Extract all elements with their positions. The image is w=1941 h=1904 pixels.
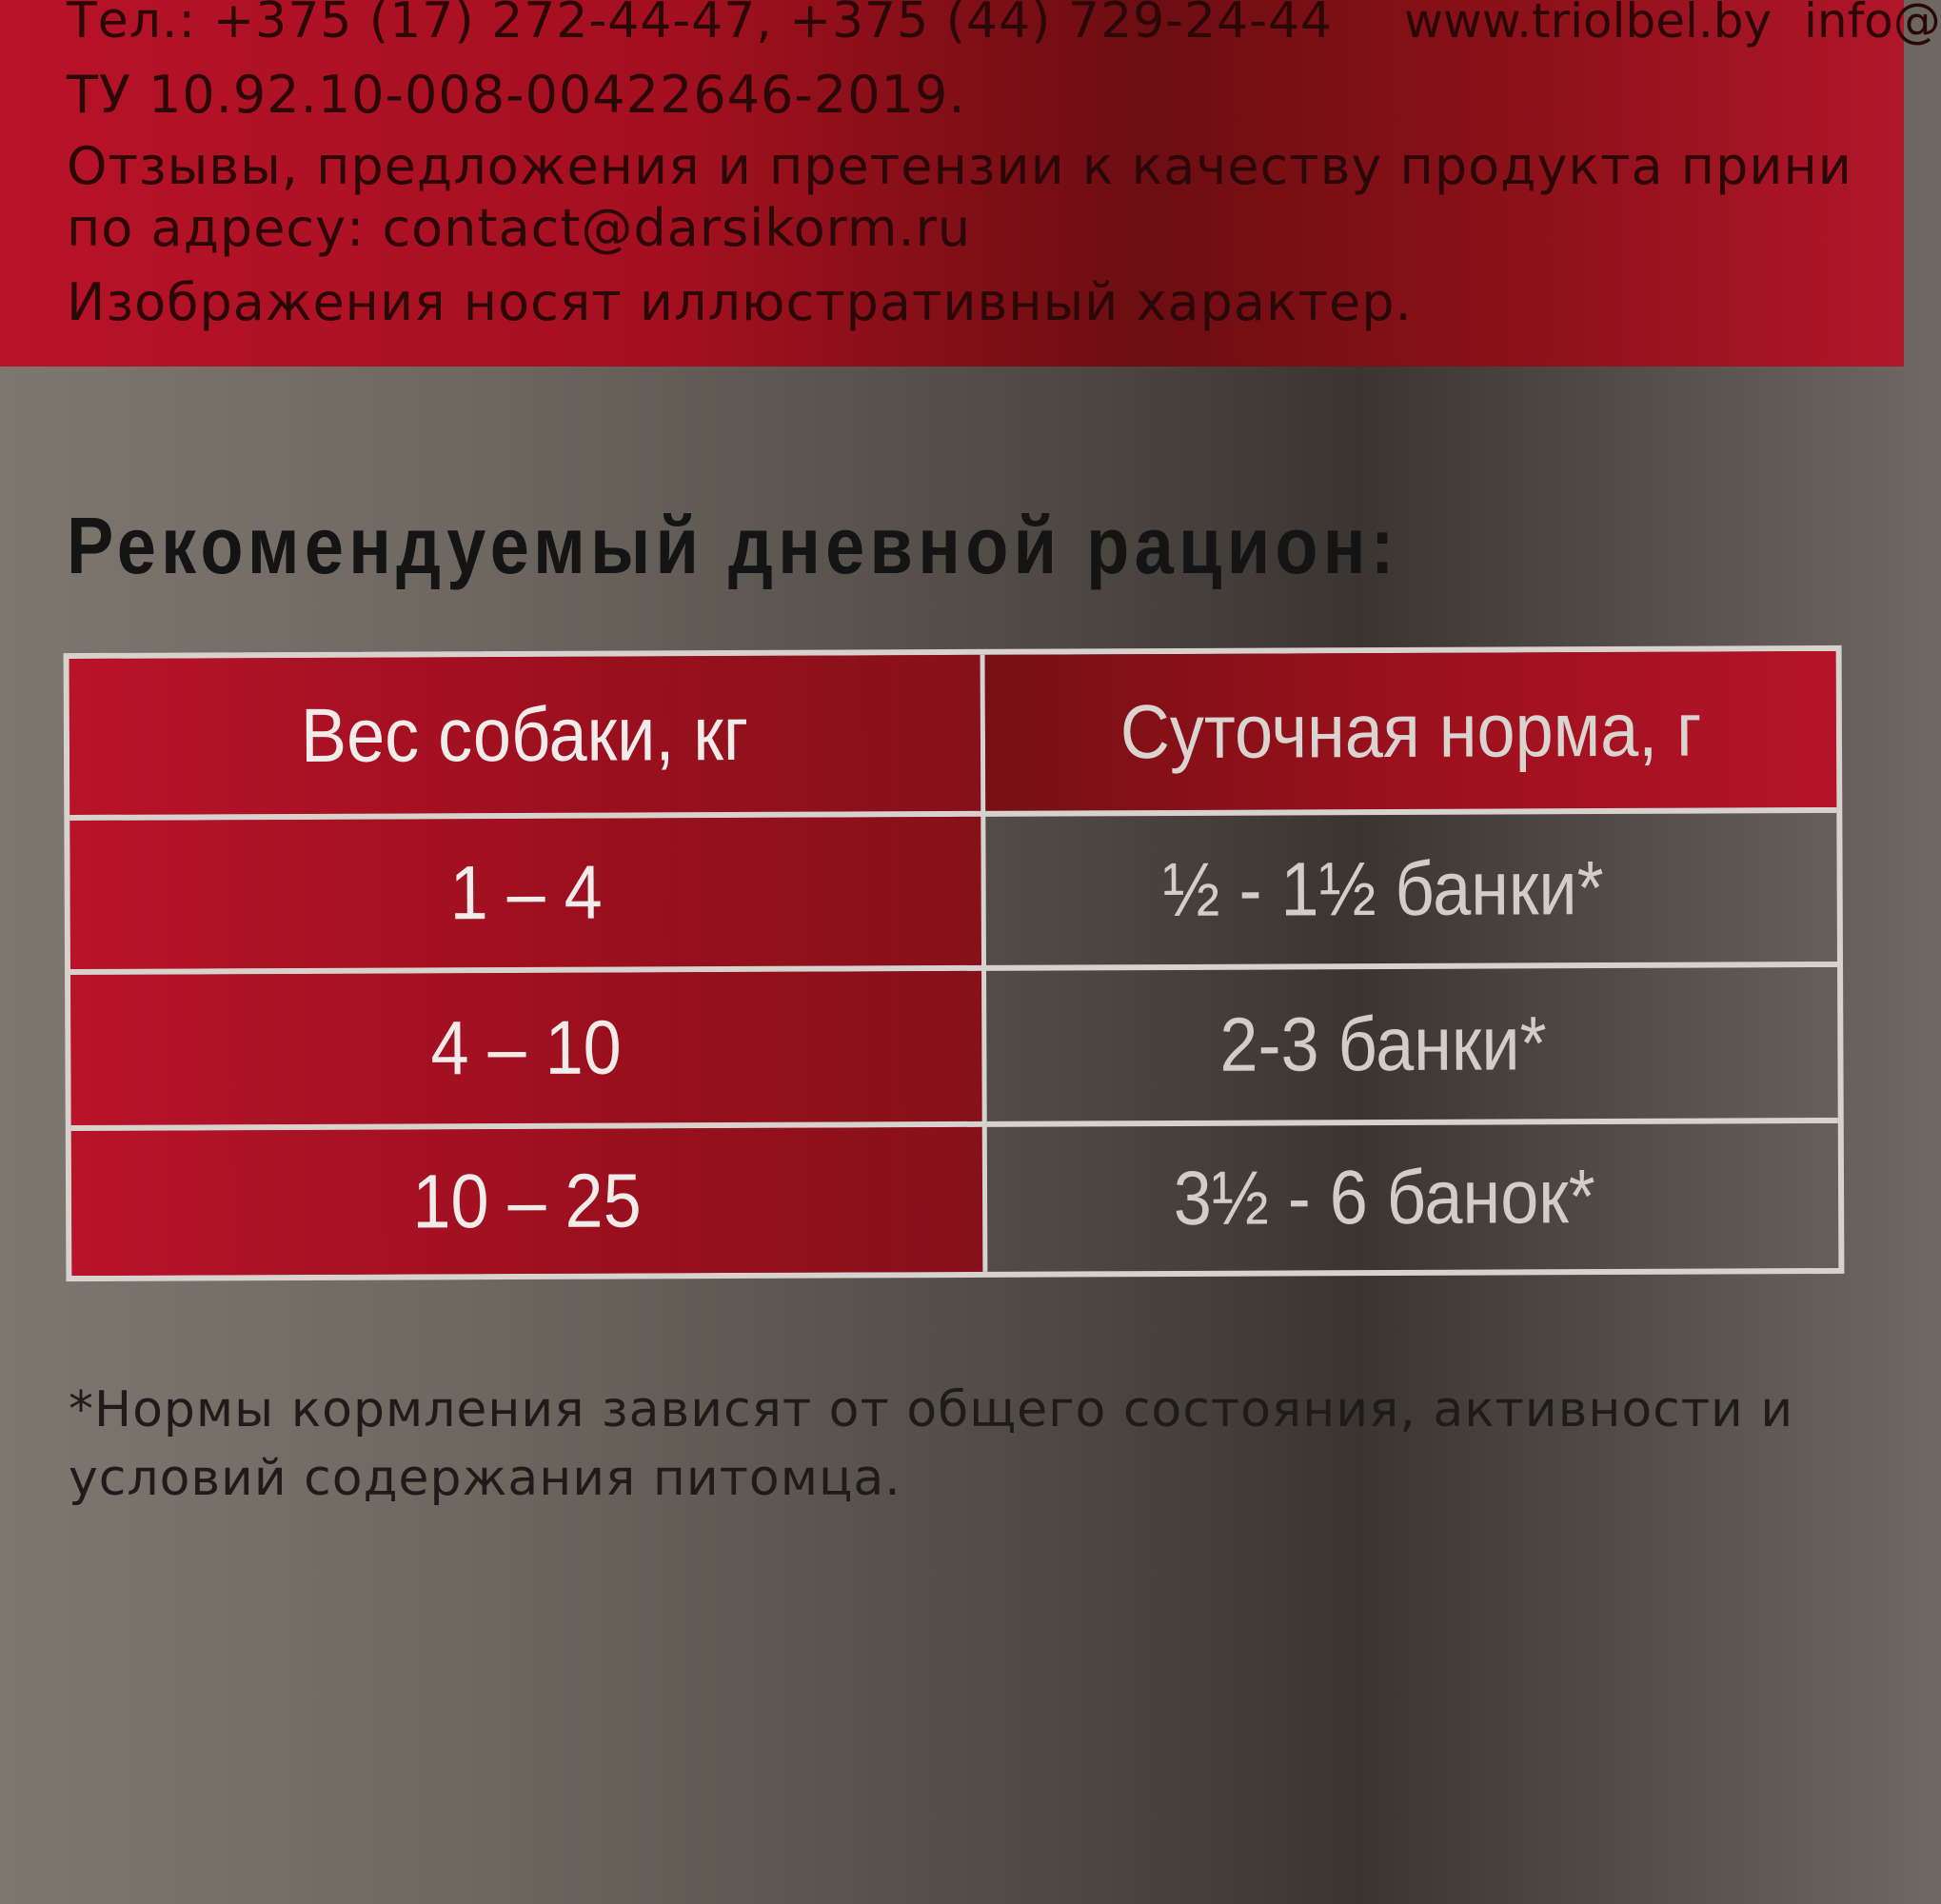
feedback-text: Отзывы, предложения и претензии к качеству продукта прини	[67, 136, 1852, 196]
table-cell-weight	[69, 817, 986, 975]
norm-value: 3½ - 6 банок*	[1173, 1154, 1595, 1240]
illustration-disclaimer: Изображения носят иллюстративный характер.	[67, 272, 1413, 332]
table-cell-norm	[986, 967, 1838, 1127]
table-header-daily-norm	[985, 651, 1837, 817]
feedback-address: по адресу: contact@darsikorm.ru	[67, 198, 972, 258]
weight-value: 1 – 4	[448, 849, 603, 936]
contact-phones: Тел.: +375 (17) 272-44-47, +375 (44) 729-24-44	[67, 0, 1334, 50]
norm-value: ½ - 1½ банки*	[1161, 845, 1604, 933]
website-url: www.triolbel.by	[1404, 0, 1773, 49]
weight-value: 4 – 10	[430, 1004, 623, 1091]
norm-value: 2-3 банки*	[1219, 1001, 1548, 1087]
table-cell-norm	[987, 1123, 1839, 1272]
tu-standard: ТУ 10.92.10-008-00422646-2019.	[67, 65, 966, 125]
table-header-weight	[69, 655, 986, 821]
header-weight-label: Вес собаки, кг	[301, 690, 749, 778]
table-cell-weight	[70, 971, 987, 1131]
ration-heading: Рекомендуемый дневной рацион:	[67, 501, 1399, 590]
ration-table	[64, 645, 1845, 1281]
weight-value: 10 – 25	[412, 1158, 642, 1244]
header-norm-label: Суточная норма, г	[1119, 686, 1702, 775]
feeding-footnote: *Нормы кормления зависят от общего состояния, активности и условий содержания питомца.	[69, 1381, 1794, 1507]
label-red-band	[0, 0, 1941, 367]
table-cell-norm	[985, 813, 1837, 971]
table-cell-weight	[71, 1127, 988, 1276]
contact-email-partial: info@	[1804, 0, 1941, 49]
